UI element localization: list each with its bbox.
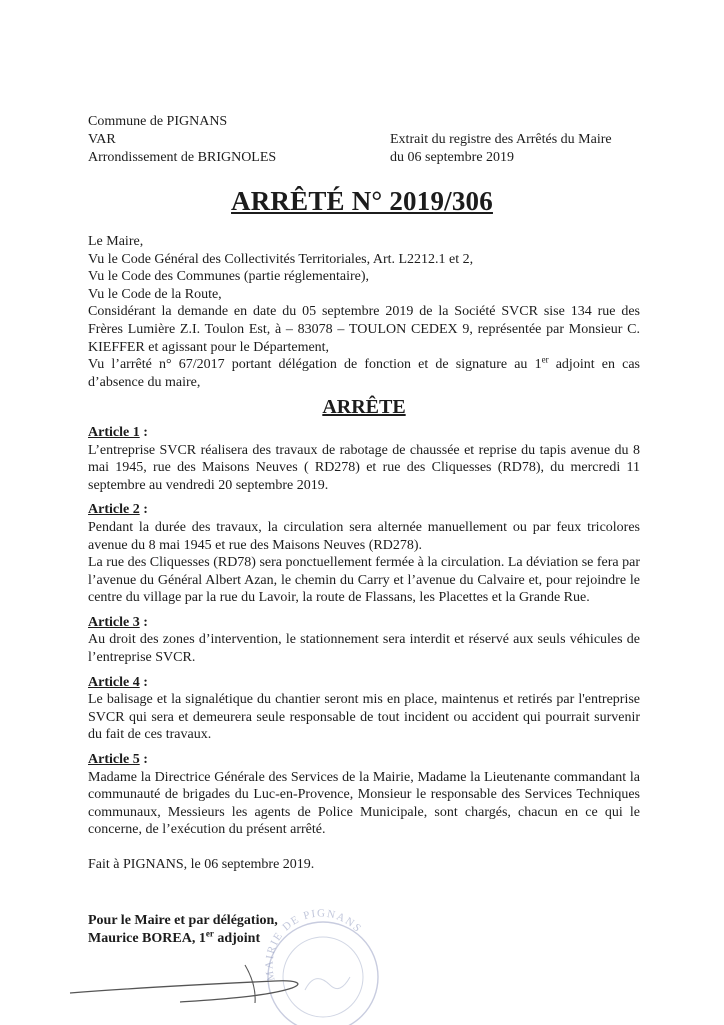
signature-delegation: Pour le Maire et par délégation,	[88, 913, 278, 928]
articles-list	[88, 424, 640, 839]
preamble-considerant: Considérant la demande en date du 05 septembre 2019 de la Société SVCR sise 134 rue des Frères Lumière Z.I. Toulon Est, à – 83078 – TOULON CEDEX 9, représentée par Monsieur C. KIEFFER et agissant pour le Département,	[88, 304, 640, 355]
preamble-vu-route: Vu le Code de la Route,	[88, 286, 222, 302]
article-heading	[88, 751, 640, 769]
article-title: Article 2	[88, 502, 140, 518]
article-title: Article 4	[88, 674, 140, 690]
article-title: Article 1	[88, 424, 140, 440]
issuer-block	[88, 113, 276, 167]
departement-name: VAR	[88, 132, 116, 147]
document-title: ARRÊTÉ N° 2019/306	[231, 186, 493, 216]
article-title-colon: :	[139, 752, 148, 768]
article-paragraph: La rue des Cliquesses (RD78) sera ponctuellement fermée à la circulation. La déviation se fera par l’avenue du Général Albert Azan, le chemin du Carry et l’avenue du Calvaire et, pour rejoindre le centre du village par la rue du Lavoir, la route de Flassans, les Placettes et la Grande Rue.	[88, 555, 640, 606]
article-title-colon: :	[139, 614, 148, 630]
article-paragraph: Au droit des zones d’intervention, le stationnement sera interdit et réservé aux seuls véhicules de l’entreprise SVCR.	[88, 632, 640, 666]
article-4	[88, 674, 640, 744]
preamble-vu-arrete: Vu l’arrêté n° 67/2017 portant délégation de fonction et de signature au 1er adjoint en cas d’absence du maire,	[88, 354, 640, 390]
article-title-colon: :	[139, 502, 148, 518]
article-paragraph: L’entreprise SVCR réalisera des travaux de rabotage de chaussée et reprise du tapis avenue du 8 mai 1945, rue des Maisons Neuves ( RD278) et rue des Cliquesses (RD78), du mercredi 11 septembre au vendredi 20 septembre 2019.	[88, 442, 640, 493]
article-title-colon: :	[139, 674, 148, 690]
section-heading-arrete: ARRÊTE	[322, 396, 406, 419]
place-and-date: Fait à PIGNANS, le 06 septembre 2019.	[88, 857, 315, 872]
article-title: Article 5	[88, 752, 140, 768]
article-title: Article 3	[88, 614, 140, 630]
signature-block	[88, 912, 278, 948]
signatory-name: Maurice BOREA, 1er adjoint	[88, 928, 261, 946]
article-paragraph: Pendant la durée des travaux, la circulation sera alternée manuellement ou par feux tricolores avenue du 8 mai 1945 et rue des Maisons Neuves (RD278).	[88, 519, 640, 553]
article-1	[88, 424, 640, 494]
extract-line-2: du 06 septembre 2019	[390, 150, 515, 165]
article-heading	[88, 674, 640, 692]
article-heading	[88, 501, 640, 519]
preamble-vu-communes: Vu le Code des Communes (partie réglementaire),	[88, 269, 370, 285]
article-3	[88, 614, 640, 667]
extract-line-1: Extrait du registre des Arrêtés du Maire	[390, 132, 612, 147]
article-2	[88, 501, 640, 607]
article-title-colon: :	[139, 424, 148, 440]
article-5	[88, 751, 640, 839]
register-extract-block	[390, 131, 612, 167]
article-paragraph: Le balisage et la signalétique du chantier seront mis en place, maintenus et retirés par l'entreprise SVCR qui sera et demeurera seule responsable de tout incident ou accident qui pourrait survenir du fait de ces travaux.	[88, 692, 640, 743]
arrondissement-name: Arrondissement de BRIGNOLES	[88, 150, 277, 165]
article-paragraph: Madame la Directrice Générale des Services de la Mairie, Madame la Lieutenante commandant la communauté de brigades du Luc-en-Provence, Monsieur le responsable des Services Techniques communaux, Messieurs les agents de Police Municipale, sont chargés, chacun en ce qui le concerne, de l’exécution du présent arrêté.	[88, 769, 640, 838]
article-heading	[88, 424, 640, 442]
preamble-maire: Le Maire,	[88, 234, 144, 249]
preamble-vu-cgct: Vu le Code Général des Collectivités Territoriales, Art. L2212.1 et 2,	[88, 251, 474, 267]
handwritten-signature	[60, 955, 320, 1015]
commune-name: Commune de PIGNANS	[88, 114, 228, 129]
article-heading	[88, 614, 640, 632]
svg-text:MAIRIE DE PIGNANS: MAIRIE DE PIGNANS	[263, 907, 365, 982]
document-body	[88, 233, 640, 874]
